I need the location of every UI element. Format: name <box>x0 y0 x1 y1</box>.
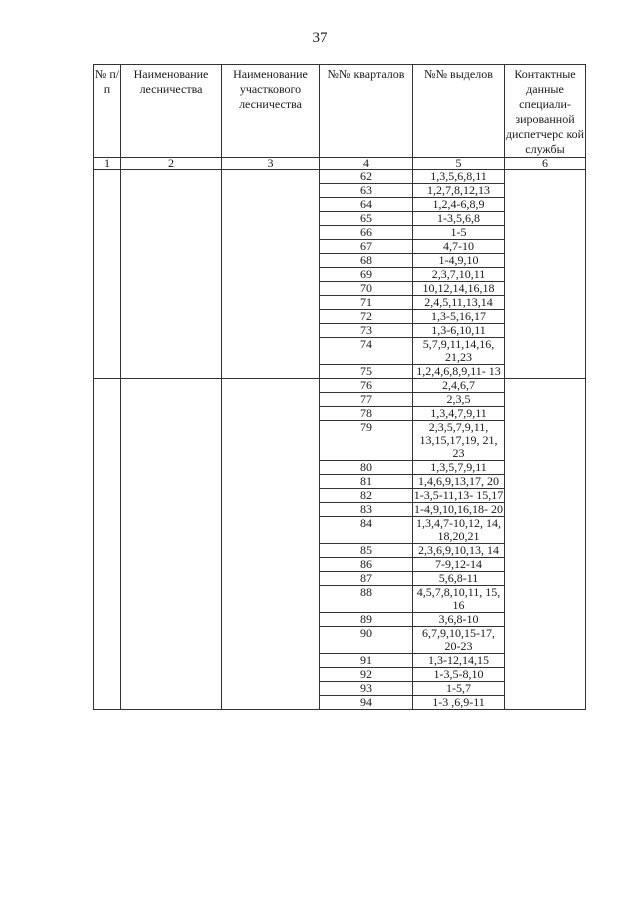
empty-forestry-cell <box>121 379 222 710</box>
quarter-number-cell: 83 <box>320 503 413 517</box>
quarter-number-cell: 62 <box>320 170 413 184</box>
column-number-row <box>94 158 586 170</box>
page-number: 37 <box>312 30 328 46</box>
quarter-number-cell: 94 <box>320 696 413 710</box>
quarter-number-cell: 82 <box>320 489 413 503</box>
empty-forestry-cell <box>121 170 222 379</box>
allotment-numbers-cell: 1-3,5-8,10 <box>413 668 505 682</box>
allotment-numbers-cell: 1-5,7 <box>413 682 505 696</box>
allotment-numbers-cell: 1-3,5,6,8 <box>413 212 505 226</box>
allotment-numbers-cell: 1,3-6,10,11 <box>413 324 505 338</box>
table-row <box>94 170 586 184</box>
quarter-number-cell: 77 <box>320 393 413 407</box>
header-allotments: №№ выделов <box>413 65 505 158</box>
quarter-number-cell: 78 <box>320 407 413 421</box>
quarter-number-cell: 67 <box>320 240 413 254</box>
allotment-numbers-cell: 1-3 ,6,9-11 <box>413 696 505 710</box>
column-number: 2 <box>121 158 222 170</box>
column-number: 5 <box>413 158 505 170</box>
quarter-number-cell: 70 <box>320 282 413 296</box>
empty-district-cell <box>222 379 320 710</box>
allotment-numbers-cell: 1-5 <box>413 226 505 240</box>
allotment-numbers-cell: 1-4,9,10 <box>413 254 505 268</box>
empty-contacts-cell <box>505 170 586 379</box>
quarter-number-cell: 91 <box>320 654 413 668</box>
allotment-numbers-cell: 1,2,4,6,8,9,11- 13 <box>413 365 505 379</box>
empty-district-cell <box>222 170 320 379</box>
allotment-numbers-cell: 2,3,5,7,9,11, 13,15,17,19, 21, 23 <box>413 421 505 461</box>
empty-contacts-cell <box>505 379 586 710</box>
quarter-number-cell: 90 <box>320 627 413 654</box>
table-header <box>94 65 586 170</box>
quarter-number-cell: 63 <box>320 184 413 198</box>
allotment-numbers-cell: 1,3,4,7,9,11 <box>413 407 505 421</box>
empty-number-cell <box>94 170 121 379</box>
allotment-numbers-cell: 2,3,7,10,11 <box>413 268 505 282</box>
quarter-number-cell: 71 <box>320 296 413 310</box>
allotment-numbers-cell: 7-9,12-14 <box>413 558 505 572</box>
allotment-numbers-cell: 1-3,5-11,13- 15,17 <box>413 488 504 502</box>
quarter-number-cell: 68 <box>320 254 413 268</box>
header-forestry-name: Наименование лесничества <box>121 65 222 158</box>
allotment-numbers-cell: 1,3-12,14,15 <box>413 654 505 668</box>
column-number: 4 <box>320 158 413 170</box>
quarter-number-cell: 84 <box>320 517 413 544</box>
allotment-numbers-cell: 1,2,4-6,8,9 <box>413 198 505 212</box>
allotment-numbers-cell: 2,3,5 <box>413 393 505 407</box>
column-number: 1 <box>94 158 121 170</box>
allotment-numbers-cell: 2,4,6,7 <box>413 379 505 393</box>
quarter-number-cell: 89 <box>320 613 413 627</box>
quarter-number-cell: 80 <box>320 461 413 475</box>
quarter-number-cell: 65 <box>320 212 413 226</box>
quarter-number-cell: 93 <box>320 682 413 696</box>
allotment-numbers-cell: 1,3,4,7-10,12, 14, 18,20,21 <box>413 517 505 544</box>
header-district-forestry-name: Наименование участкового лесничества <box>222 65 320 158</box>
quarter-number-cell: 88 <box>320 586 413 613</box>
allotment-numbers-cell: 1,4,6,9,13,17, 20 <box>413 475 505 489</box>
quarter-number-cell: 66 <box>320 226 413 240</box>
quarter-number-cell: 73 <box>320 324 413 338</box>
empty-number-cell <box>94 379 121 710</box>
quarter-number-cell: 64 <box>320 198 413 212</box>
column-number: 3 <box>222 158 320 170</box>
allotment-numbers-cell: 3,6,8-10 <box>413 613 505 627</box>
quarter-number-cell: 69 <box>320 268 413 282</box>
allotment-numbers-cell: 4,5,7,8,10,11, 15, 16 <box>413 586 505 613</box>
quarter-number-cell: 74 <box>320 338 413 365</box>
header-quarters: №№ кварталов <box>320 65 413 158</box>
allotment-numbers-cell: 4,7-10 <box>413 240 505 254</box>
allotment-numbers-cell: 2,3,6,9,10,13, 14 <box>413 544 505 558</box>
forestry-table <box>93 64 586 710</box>
table-row <box>94 379 586 393</box>
allotment-numbers-cell: 1,3,5,7,9,11 <box>413 461 505 475</box>
quarter-number-cell: 87 <box>320 572 413 586</box>
table-group-2 <box>94 379 586 710</box>
quarter-number-cell: 72 <box>320 310 413 324</box>
column-number: 6 <box>505 158 586 170</box>
allotment-numbers-cell: 5,6,8-11 <box>413 572 505 586</box>
quarter-number-cell: 76 <box>320 379 413 393</box>
allotment-numbers-cell: 1-4,9,10,16,18- 20 <box>414 502 503 516</box>
table-group-1 <box>94 170 586 379</box>
allotment-numbers-cell: 6,7,9,10,15-17, 20-23 <box>413 627 505 654</box>
allotment-numbers-cell: 10,12,14,16,18 <box>413 282 505 296</box>
header-dispatch-contacts: Контактные данные специали-зированной диспетчерс кой службы <box>505 65 586 158</box>
quarter-number-cell: 92 <box>320 668 413 682</box>
allotment-numbers-cell: 1,3-5,16,17 <box>413 310 505 324</box>
header-number: № п/п <box>94 65 121 158</box>
allotment-numbers-cell: 5,7,9,11,14,16, 21,23 <box>413 338 505 365</box>
allotment-numbers-cell: 1,3,5,6,8,11 <box>413 170 505 184</box>
quarter-number-cell: 75 <box>320 365 413 379</box>
quarter-number-cell: 79 <box>320 421 413 461</box>
quarter-number-cell: 86 <box>320 558 413 572</box>
allotment-numbers-cell: 2,4,5,11,13,14 <box>413 296 505 310</box>
allotment-numbers-cell: 1,2,7,8,12,13 <box>413 184 505 198</box>
quarter-number-cell: 81 <box>320 475 413 489</box>
quarter-number-cell: 85 <box>320 544 413 558</box>
